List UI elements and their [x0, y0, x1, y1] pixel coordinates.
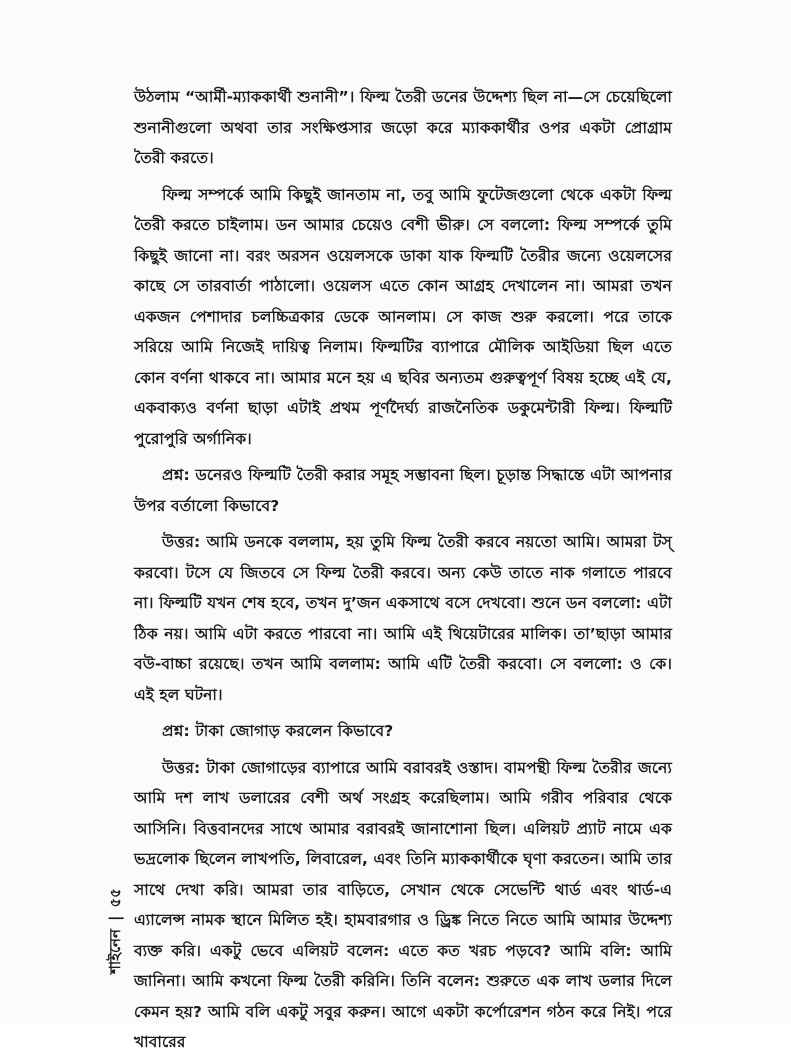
paragraph-question-2: প্রশ্ন: টাকা জোগাড় করলেন কিভাবে? [162, 722, 394, 740]
running-footer [104, 888, 129, 974]
running-title: শাইনেন [106, 929, 124, 974]
body-text [134, 82, 672, 1064]
paragraph-2: ফিল্ম সম্পর্কে আমি কিছুই জানতাম না, তবু আমি ফুটেজগুলো থেকে একটা ফিল্ম তৈরী করতে চাইলাম। ডন আমার চেয়েও বেশী ভীরু। সে বললো: ফিল্ম সম্পর্কে তুমি কিছুই জানো না। বরং অরসন ওয়েলসকে ডাকা যাক ফিল্মটি তৈরীর জন্যে ওয়েলসের কাছে সে তারবার্তা পাঠালো। ওয়েলস এতে কোন আগ্রহ দেখালেন না। আমরা তখন একজন পেশাদার চলচ্চিত্রকার ডেকে আনলাম। সে কাজ শুরু করলো। পরে তাকে সরিয়ে আমি নিজেই দায়িত্ব নিলাম। ফিল্মটির ব্যাপারে মৌলিক আইডিয়া ছিল এতে কোন বর্ণনা থাকবে না। আমার মনে হয় এ ছবির অন্যতম গুরুত্বপূর্ণ বিষয় হচ্ছে এই যে, একবাক্যও বর্ণনা ছাড়া এটাই প্রথম পূর্ণদৈর্ঘ্য রাজনৈতিক ডকুমেন্টারী ফিল্ম। ফিল্মটি পুরোপুরি অর্গানিক। [134, 185, 672, 448]
paragraph-answer-1: উত্তর: আমি ডনকে বললাম, হয় তুমি ফিল্ম তৈরী করবে নয়তো আমি। আমরা টস্ করবো। টসে যে জিতবে সে ফিল্ম তৈরী করবে। অন্য কেউ তাতে নাক গলাতে পারবে না। ফিল্মটি যখন শেষ হবে, তখন দু’জন একসাথে বসে দেখবো। শুনে ডন বললো: এটা ঠিক নয়। আমি এটা করতে পারবো না। আমি এই থিয়েটারের মালিক। তা’ছাড়া আমার বউ-বাচ্চা রয়েছে। তখন আমি বললাম: আমি এটি তৈরী করবো। সে বললো: ও কে। এই হল ঘটনা। [134, 533, 673, 704]
paragraph-question-1: প্রশ্ন: ডনেরও ফিল্মটি তৈরী করার সমূহ সম্ভাবনা ছিল। চূড়ান্ত সিদ্ধান্তে এটা আপনার উপর বর্তালো কিভাবে? [134, 466, 672, 515]
paragraph-1: উঠলাম “আর্মী-ম্যাককার্থী শুনানী”। ফিল্ম তৈরী ডনের উদ্দেশ্য ছিল না—সে চেয়েছিলো শুনানীগুলো অথবা তার সংক্ষিপ্তসার জড়ো করে ম্যাককার্থীর ওপর একটা প্রোগ্রাম তৈরী করতে। [134, 88, 672, 167]
page-number: ৫৫ [106, 888, 124, 908]
page-footer-vertical [78, 814, 124, 974]
footer-separator: | [106, 915, 124, 922]
paragraph-answer-2: উত্তর: টাকা জোগাড়ের ব্যাপারে আমি বরাবরই ওস্তাদ। বামপন্থী ফিল্ম তৈরীর জন্যে আমি দশ লাখ ডলারের বেশী অর্থ সংগ্রহ করেছিলাম। আমি গরীব পরিবার থেকে আসিনি। বিত্তবানদের সাথে আমার বরাবরই জানাশোনা ছিল। এলিয়ট প্র্যাট নামে এক ভদ্রলোক ছিলেন লাখপতি, লিবারেল, এবং তিনি ম্যাককার্থীকে ঘৃণা করতেন। আমি তার সাথে দেখা করি। আমরা তার বাড়িতে, সেখান থেকে সেভেন্টি থার্ড এবং থার্ড-এ এ্যালেন্স নামক স্থানে মিলিত হই। হামবারগার ও ড্রিঙ্ক নিতে নিতে আমি আমার উদ্দেশ্য ব্যক্ত করি। একটু ভেবে এলিয়ট বলেন: এতে কত খরচ পড়বে? আমি বলি: আমি জানিনা। আমি কখনো ফিল্ম তৈরী করিনি। তিনি বলেন: শুরুতে এক লাখ ডলার দিলে কেমন হয়? আমি বলি একটু সবুর করুন। আগে একটা কর্পোরেশন গঠন করে নিই। পরে খাবারের [134, 758, 672, 1051]
